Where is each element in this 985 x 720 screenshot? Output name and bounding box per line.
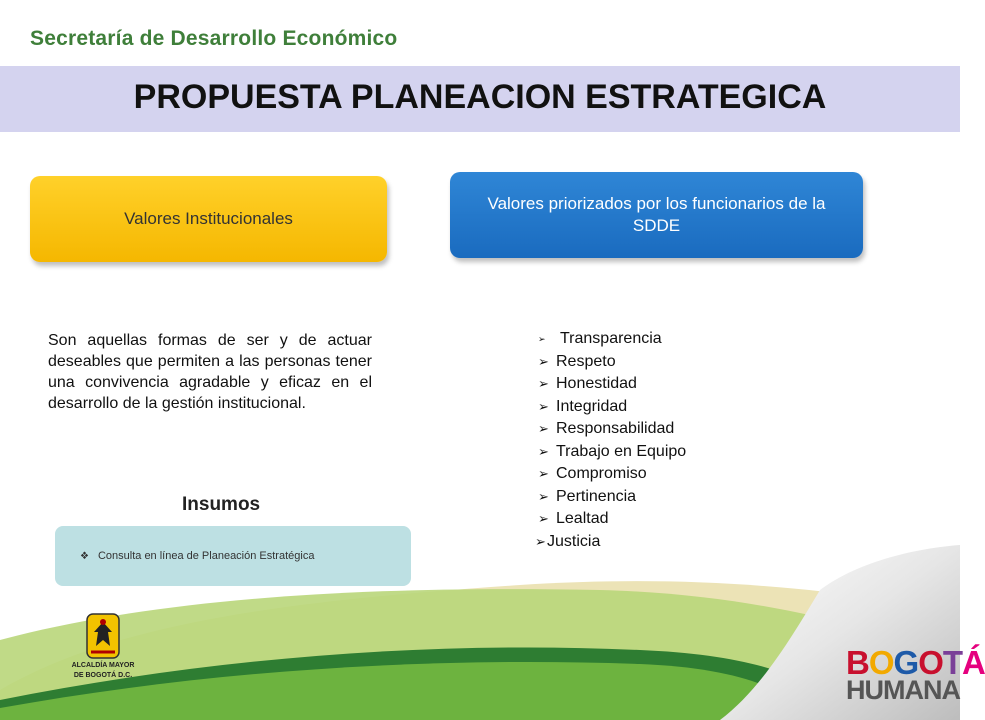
- list-item: ➢ Lealtad: [538, 510, 609, 528]
- valores-priorizados-label: Valores priorizados por los funcionarios de la SDDE: [487, 194, 826, 235]
- insumos-title: Insumos: [182, 494, 261, 515]
- list-item: ➢ Pertinencia: [538, 487, 637, 505]
- coat-of-arms-icon: [58, 612, 148, 664]
- list-item: ➢ Integridad: [538, 397, 628, 415]
- list-item: ➢ Trabajo en Equipo: [538, 442, 687, 460]
- humana-wordmark: HUMANA: [846, 675, 960, 705]
- list-item: ➢ Respeto: [538, 352, 616, 370]
- bogota-wordmark: BOGOTÁ: [846, 644, 985, 681]
- diamond-bullet-icon: ❖: [80, 550, 89, 562]
- alcaldia-line1: ALCALDÍA MAYOR: [71, 662, 135, 669]
- arrow-bullet-icon: ➢: [538, 398, 549, 414]
- list-item: ➢ Responsabilidad: [538, 420, 675, 438]
- arrow-bullet-icon: ➢: [538, 421, 549, 437]
- insumos-item: ❖ Consulta en línea de Planeación Estratégica: [80, 550, 315, 562]
- slide-title: PROPUESTA PLANEACION ESTRATEGICA: [133, 78, 827, 116]
- list-item: ➢ Justicia: [535, 532, 601, 550]
- list-item: ➢ Compromiso: [538, 465, 647, 483]
- arrow-bullet-icon: ➢: [538, 466, 549, 482]
- valores-description: Son aquellas formas de ser y de actuar deseables que permiten a las personas tener una convivencia agradable y eficaz en el desarrollo de la gestión institucional.: [48, 332, 372, 412]
- alcaldia-line2: DE BOGOTÁ D.C.: [73, 672, 133, 679]
- list-item: ➢ Honestidad: [538, 375, 637, 393]
- arrow-bullet-icon: ➢: [538, 333, 546, 344]
- valores-institucionales-label: Valores Institucionales: [124, 209, 293, 228]
- list-item: ➢ Transparencia: [538, 330, 662, 348]
- arrow-bullet-icon: ➢: [538, 443, 549, 459]
- arrow-bullet-icon: ➢: [538, 376, 549, 392]
- alcaldia-logo: [58, 612, 148, 692]
- arrow-bullet-icon: ➢: [538, 488, 549, 504]
- arrow-bullet-icon: ➢: [538, 353, 549, 369]
- bogota-humana-logo: [846, 644, 985, 708]
- organization-name: Secretaría de Desarrollo Económico: [30, 27, 398, 50]
- arrow-bullet-icon: ➢: [538, 511, 549, 527]
- arrow-bullet-icon: ➢: [535, 533, 546, 549]
